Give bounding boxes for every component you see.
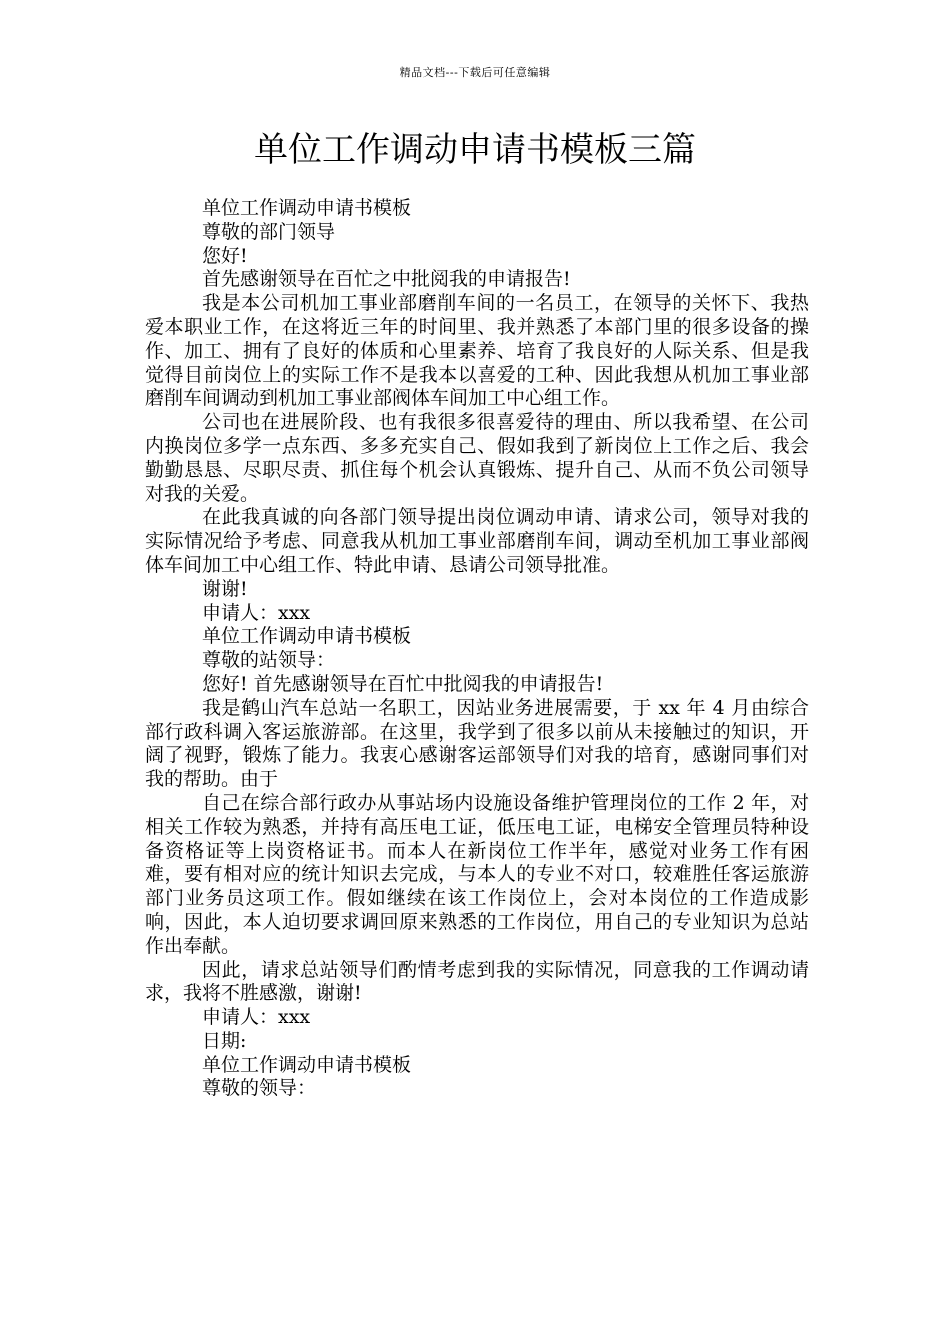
paragraph: 因此，请求总站领导们酌情考虑到我的实际情况，同意我的工作调动请求，我将不胜感激，谢谢! [145, 958, 809, 1005]
paragraph: 申请人：xxx [202, 1006, 311, 1029]
paragraph: 尊敬的部门领导 [202, 220, 336, 243]
paragraph: 单位工作调动申请书模板 [202, 625, 412, 648]
paragraph: 公司也在进展阶段、也有我很多很喜爱待的理由、所以我希望、在公司内换岗位多学一点东西、多多充实自己、假如我到了新岗位上工作之后、我会勤勤恳恳、尽职尽责、抓住每个机会认真锻炼、提升自己、从而不负公司领导对我的关爱。 [145, 411, 809, 505]
paragraph: 我是本公司机加工事业部磨削车间的一名员工，在领导的关怀下、我热爱本职业工作，在这将近三年的时间里、我并熟悉了本部门里的很多设备的操作、加工、拥有了良好的体质和心里素养、培育了我良好的人际关系、但是我觉得目前岗位上的实际工作不是我本以喜爱的工种、因此我想从机加工事业部磨削车间调动到机加工事业部阀体车间加工中心组工作。 [145, 292, 809, 410]
paragraph: 在此我真诚的向各部门领导提出岗位调动申请、请求公司，领导对我的实际情况给予考虑、同意我从机加工事业部磨削车间，调动至机加工事业部阀体车间加工中心组工作、特此申请、恳请公司领导批准。 [145, 506, 809, 576]
paragraph: 尊敬的站领导： [202, 649, 336, 672]
paragraph: 单位工作调动申请书模板 [202, 197, 412, 219]
paragraph: 尊敬的领导： [202, 1077, 317, 1100]
paragraph: 自己在综合部行政办从事站场内设施设备维护管理岗位的工作 2 年，对相关工作较为熟悉，并持有高压电工证，低压电工证，电梯安全管理员特种设备资格证等上岗资格证书。而本人在新岗位工作半年，感觉对业务工作有困难，要有相对应的统计知识去完成，与本人的专业不对口，较难胜任客运旅游部门业务员这项工作。假如继续在该工作岗位上，会对本岗位的工作造成影响，因此，本人迫切要求调回原来熟悉的工作岗位，用自己的专业知识为总站作出奉献。 [145, 791, 809, 957]
paragraph: 您好! [202, 244, 248, 267]
paragraph: 您好! 首先感谢领导在百忙中批阅我的申请报告! [202, 672, 604, 695]
document-body [145, 197, 809, 1101]
header-note: 精品文档---下载后可任意编辑 [399, 66, 551, 79]
paragraph: 单位工作调动申请书模板 [202, 1053, 412, 1076]
paragraph: 日期: [202, 1029, 247, 1052]
paragraph: 谢谢! [202, 577, 248, 600]
paragraph: 首先感谢领导在百忙之中批阅我的申请报告! [202, 268, 571, 291]
paragraph: 我是鹤山汽车总站一名职工，因站业务进展需要，于 xx 年 4 月由综合部行政科调入客运旅游部。在这里，我学到了很多以前从未接触过的知识，开阔了视野，锻炼了能力。我衷心感谢客运部领导们对我的培育，感谢同事们对我的帮助。由于 [145, 696, 809, 791]
paragraph: 申请人：xxx [202, 601, 311, 624]
document-title: 单位工作调动申请书模板三篇 [254, 130, 696, 170]
